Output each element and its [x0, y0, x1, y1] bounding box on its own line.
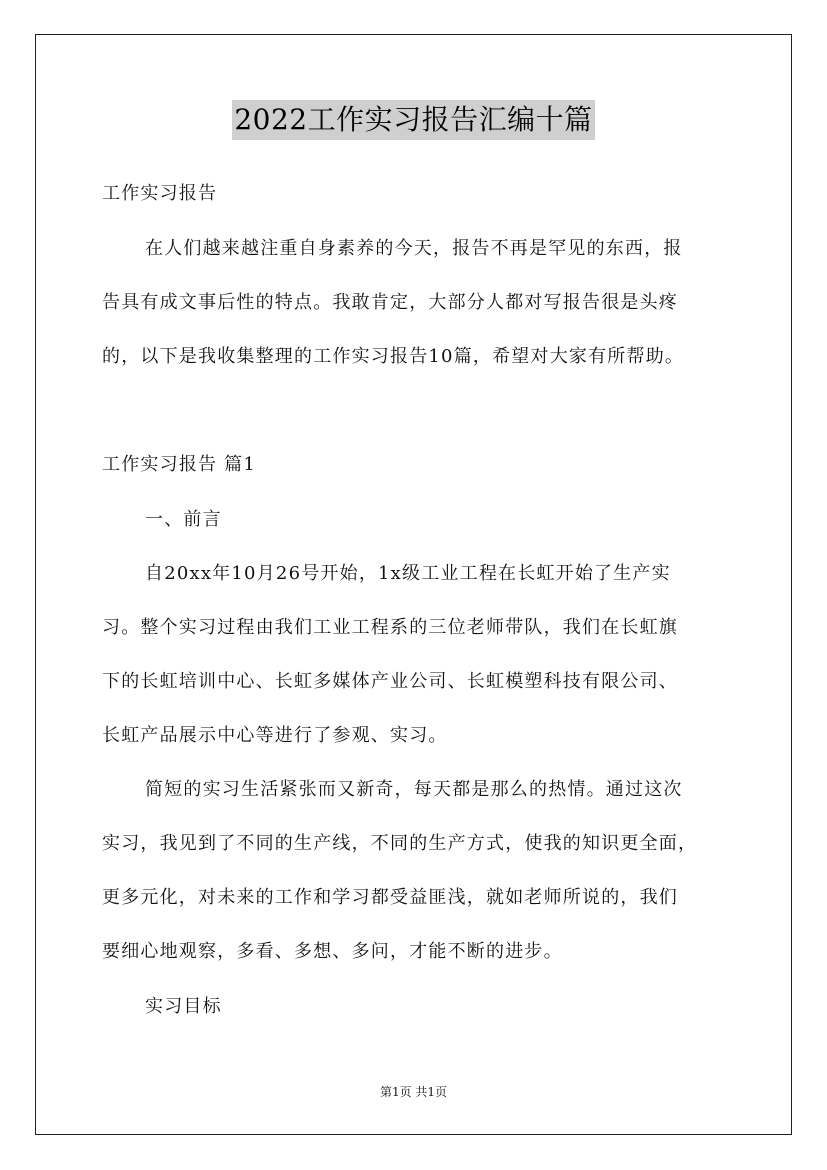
article-heading: 工作实习报告 篇1 [102, 454, 256, 475]
subheading: 实习目标 [145, 996, 222, 1017]
section-heading: 工作实习报告 [102, 183, 218, 204]
page-footer: 第1页 共1页 [379, 1085, 448, 1099]
body-paragraph-line: 要细心地观察，多看、多想、多问，才能不断的进步。 [102, 941, 563, 962]
body-paragraph-line: 习。整个实习过程由我们工业工程系的三位老师带队，我们在长虹旗 [102, 617, 678, 638]
document-title: 2022工作实习报告汇编十篇 [232, 100, 594, 140]
body-paragraph-line: 简短的实习生活紧张而又新奇，每天都是那么的热情。通过这次 [145, 779, 683, 800]
title-container [0, 100, 827, 140]
subheading: 一、前言 [145, 509, 222, 530]
body-paragraph-line: 更多元化，对未来的工作和学习都受益匪浅，就如老师所说的，我们 [102, 887, 678, 908]
body-paragraph-line: 自20xx年10月26号开始，1x级工业工程在长虹开始了生产实 [145, 563, 671, 584]
body-paragraph-line: 实习，我见到了不同的生产线，不同的生产方式，使我的知识更全面， [102, 833, 698, 854]
body-paragraph-line: 长虹产品展示中心等进行了参观、实习。 [102, 725, 448, 746]
intro-paragraph-line: 在人们越来越注重自身素养的今天，报告不再是罕见的东西，报 [145, 238, 683, 259]
intro-paragraph-line: 告具有成文事后性的特点。我敢肯定，大部分人都对写报告很是头疼 [102, 292, 678, 313]
intro-paragraph-line: 的，以下是我收集整理的工作实习报告10篇，希望对大家有所帮助。 [102, 346, 685, 367]
body-paragraph-line: 下的长虹培训中心、长虹多媒体产业公司、长虹模塑科技有限公司、 [102, 671, 678, 692]
